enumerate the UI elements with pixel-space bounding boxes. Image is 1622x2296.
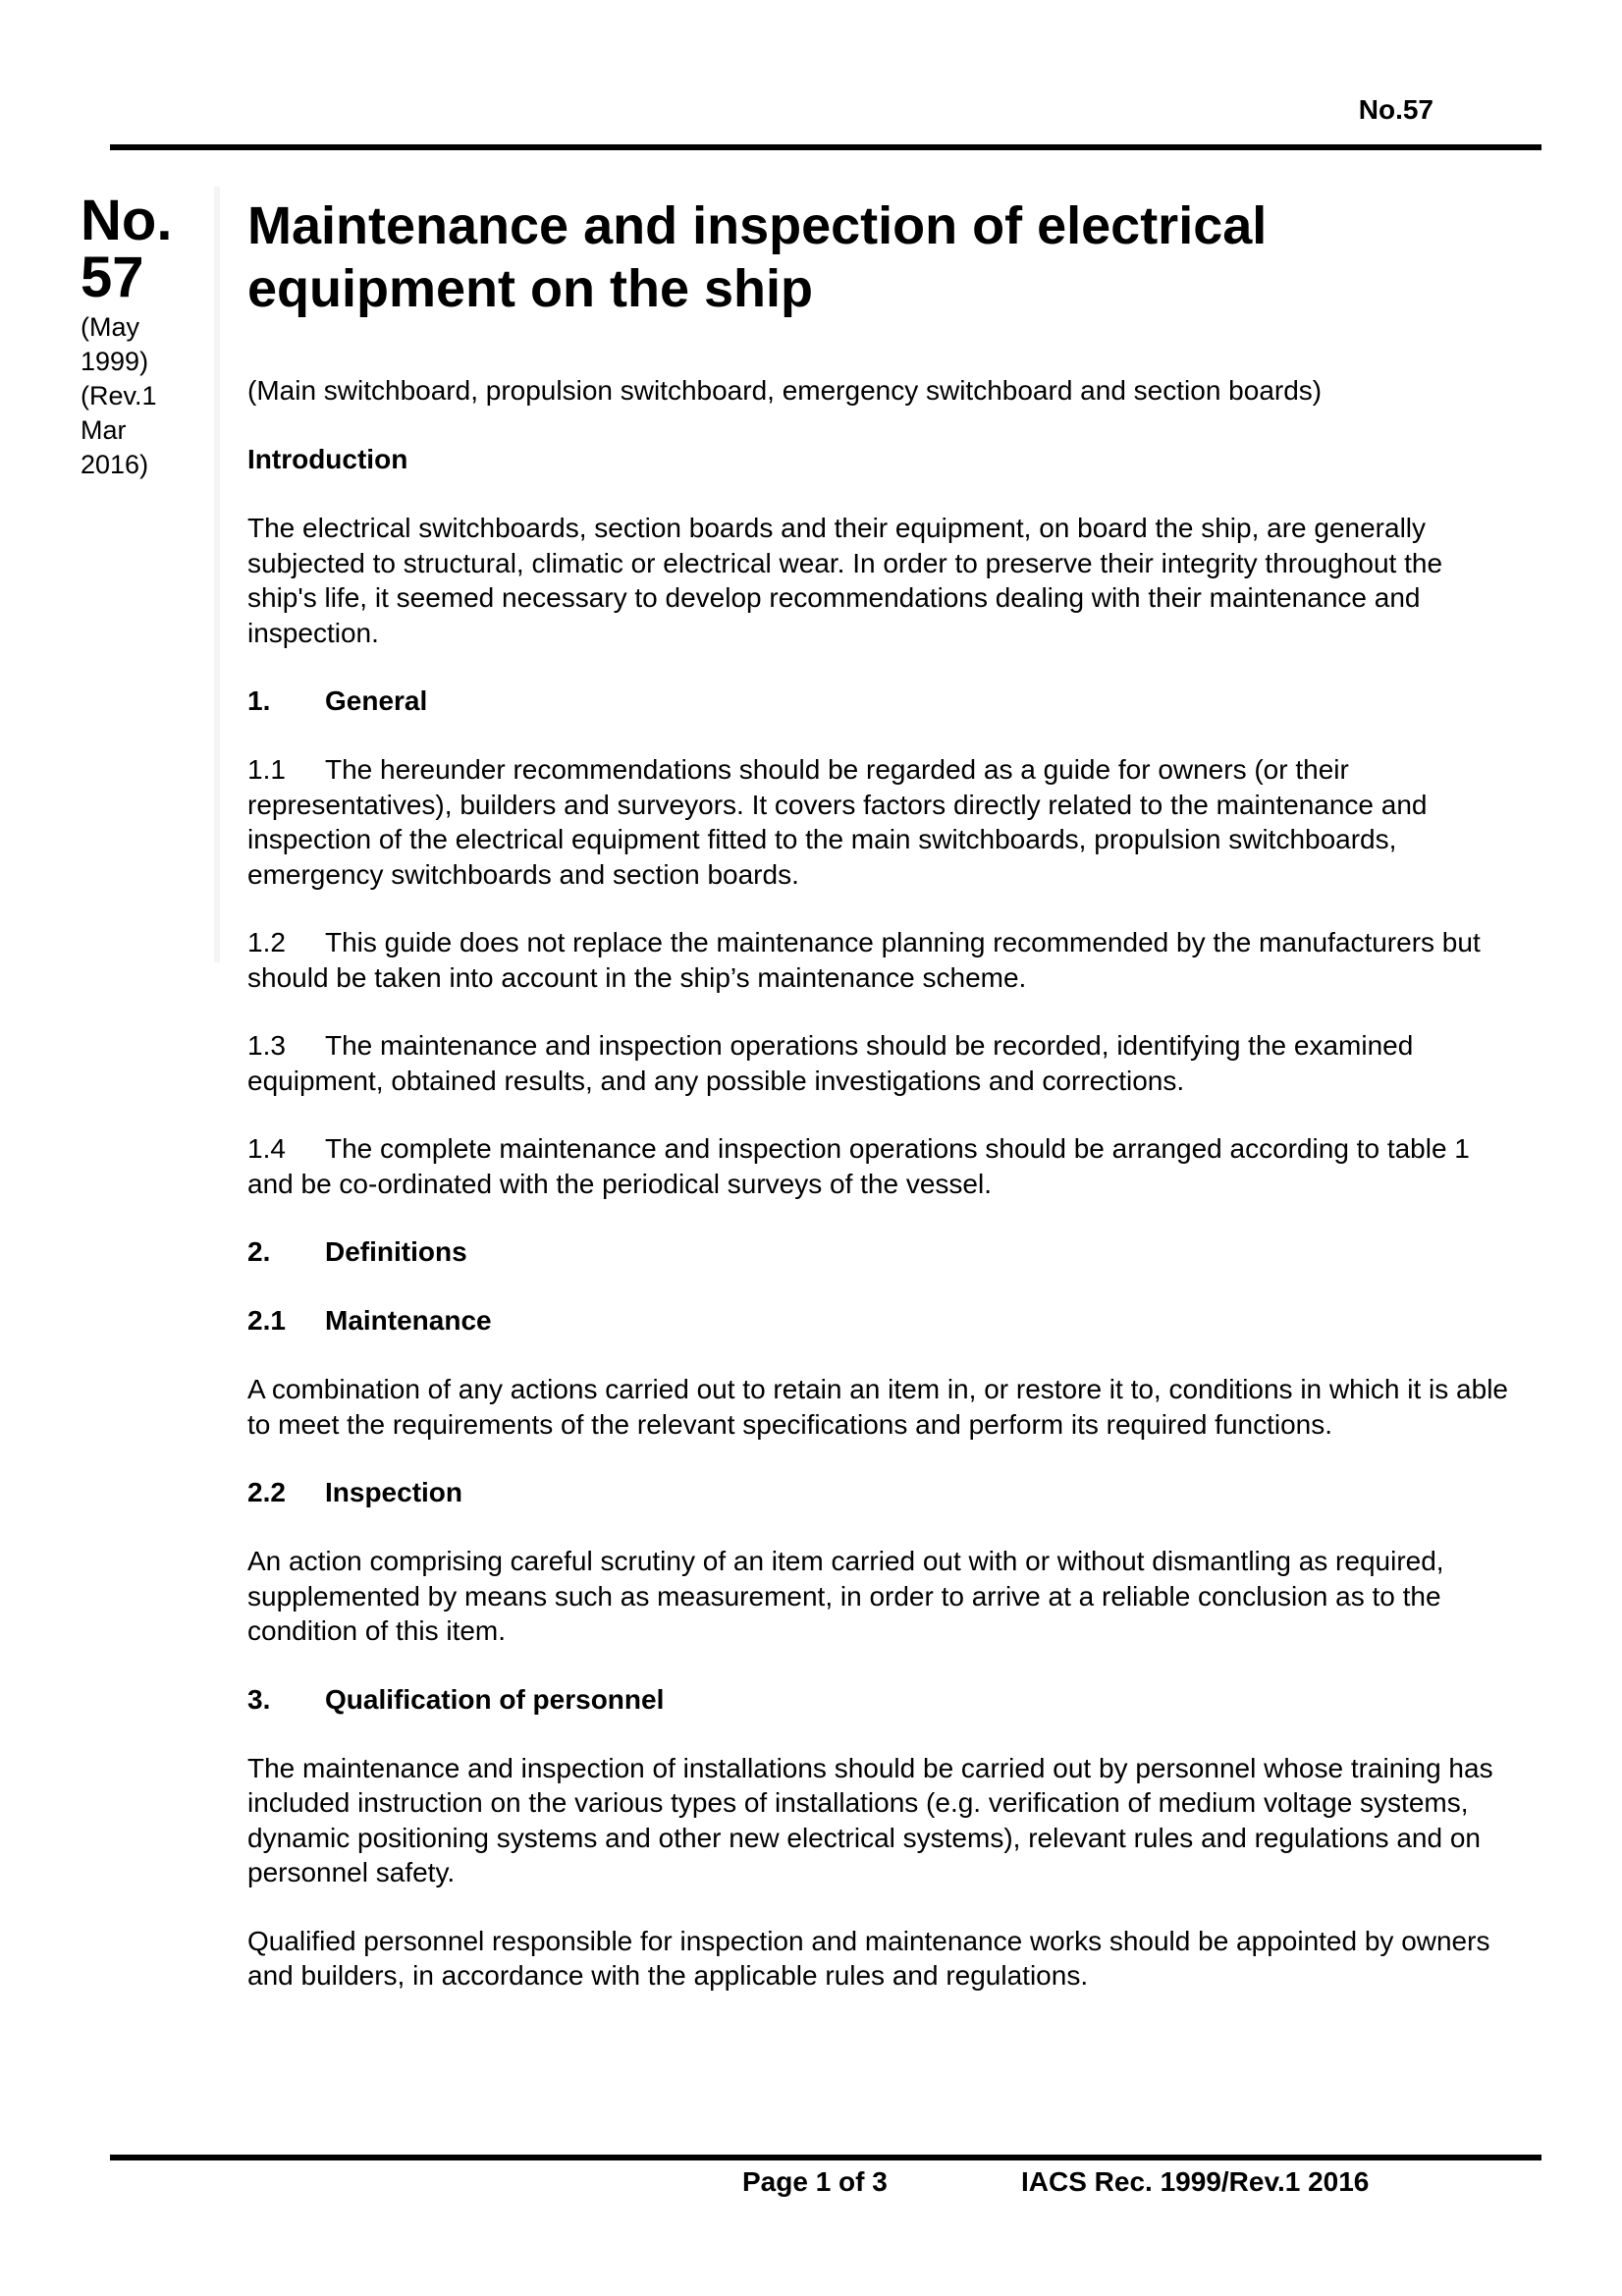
footer-page-number: Page 1 of 3 xyxy=(742,2166,888,2197)
subtitle: (Main switchboard, propulsion switchboard, emergency switchboard and section boards) xyxy=(247,375,1323,406)
side-reference xyxy=(81,189,179,482)
qualification-paragraph-2: Qualified personnel responsible for inspection and maintenance works should be appointed by owners and builders, in accordance with the applicable rules and regulations. xyxy=(247,1925,1490,1991)
paragraph-text: This guide does not replace the maintenance planning recommended by the manufacturers but should be taken into account in the ship’s maintenance scheme. xyxy=(247,927,1481,993)
paragraph-number: 1.2 xyxy=(247,927,286,957)
title-line-1: Maintenance and inspection of electrical xyxy=(247,196,1268,255)
document-body xyxy=(247,194,1514,1994)
section-2-heading xyxy=(247,1234,1514,1270)
paragraph-1-4 xyxy=(247,1131,1514,1201)
section-title: Qualification of personnel xyxy=(325,1683,665,1715)
section-number: 2. xyxy=(247,1236,271,1267)
side-number-value: 57 xyxy=(81,246,144,309)
section-3-heading xyxy=(247,1682,1514,1718)
side-date-line: Mar xyxy=(81,415,127,445)
paragraph-text: The hereunder recommendations should be regarded as a guide for owners (or their representatives), builders and surveyors. It covers factors directly related to the maintenance and inspection of the electrical equipment fitted to the main switchboards, propulsion switchboards, emergency switchboards and section boards. xyxy=(247,754,1428,890)
header-rule xyxy=(110,144,1541,150)
paragraph-number: 1.3 xyxy=(247,1030,286,1061)
paragraph-1-1 xyxy=(247,752,1514,892)
subsection-number: 2.2 xyxy=(247,1477,286,1507)
section-title: General xyxy=(325,685,428,716)
paragraph-1-2 xyxy=(247,925,1514,995)
paragraph-text: The maintenance and inspection operations should be recorded, identifying the examined equipment, obtained results, and any possible investigations and corrections. xyxy=(247,1030,1414,1096)
margin-shade xyxy=(214,187,220,962)
header-document-number: No.57 xyxy=(1358,94,1433,125)
side-date-line: 1999) xyxy=(81,347,149,376)
subsection-number: 2.1 xyxy=(247,1305,286,1336)
paragraph-number: 1.1 xyxy=(247,754,286,785)
footer-reference: IACS Rec. 1999/Rev.1 2016 xyxy=(1021,2166,1370,2197)
subsection-2-1-heading xyxy=(247,1303,1514,1339)
introduction-text: The electrical switchboards, section boards and their equipment, on board the ship, are generally subjected to structural, climatic or electrical wear. In order to preserve their integrity throughout the ship's life, it seemed necessary to develop recommendations dealing with their maintenance and inspection. xyxy=(247,513,1443,648)
side-date-line: (May xyxy=(81,312,139,342)
side-date-line: 2016) xyxy=(81,450,149,479)
footer-rule xyxy=(110,2155,1541,2160)
section-title: Definitions xyxy=(325,1236,467,1267)
paragraph-1-3 xyxy=(247,1028,1514,1098)
subsection-title: Maintenance xyxy=(325,1305,492,1336)
page-title xyxy=(247,194,1426,320)
section-number: 1. xyxy=(247,685,271,716)
inspection-definition: An action comprising careful scrutiny of an item carried out with or without dismantling as required, supplemented by means such as measurement, in order to arrive at a reliable conclusion as to the condition of this item. xyxy=(247,1546,1444,1646)
paragraph-text: The complete maintenance and inspection operations should be arranged according to table 1 and be co-ordinated with the periodical surveys of the vessel. xyxy=(247,1133,1470,1199)
introduction-heading: Introduction xyxy=(247,444,408,474)
section-1-heading xyxy=(247,683,1514,719)
section-number: 3. xyxy=(247,1683,271,1715)
subsection-2-2-heading xyxy=(247,1475,1514,1510)
side-date-block xyxy=(81,310,179,482)
maintenance-definition: A combination of any actions carried out to retain an item in, or restore it to, conditions in which it is able to meet the requirements of the relevant specifications and perform its required functions. xyxy=(247,1374,1508,1440)
paragraph-number: 1.4 xyxy=(247,1133,286,1164)
side-date-line: (Rev.1 xyxy=(81,381,157,410)
subsection-title: Inspection xyxy=(325,1477,463,1507)
title-line-2: equipment on the ship xyxy=(247,259,813,318)
side-number-label: No. xyxy=(81,189,173,252)
qualification-paragraph-1: The maintenance and inspection of installations should be carried out by personnel whose training has included instruction on the various types of installations (e.g. verification of medium voltage systems, dynamic positioning systems and other new electrical systems), relevant rules and regulations and on personnel safety. xyxy=(247,1752,1493,1887)
